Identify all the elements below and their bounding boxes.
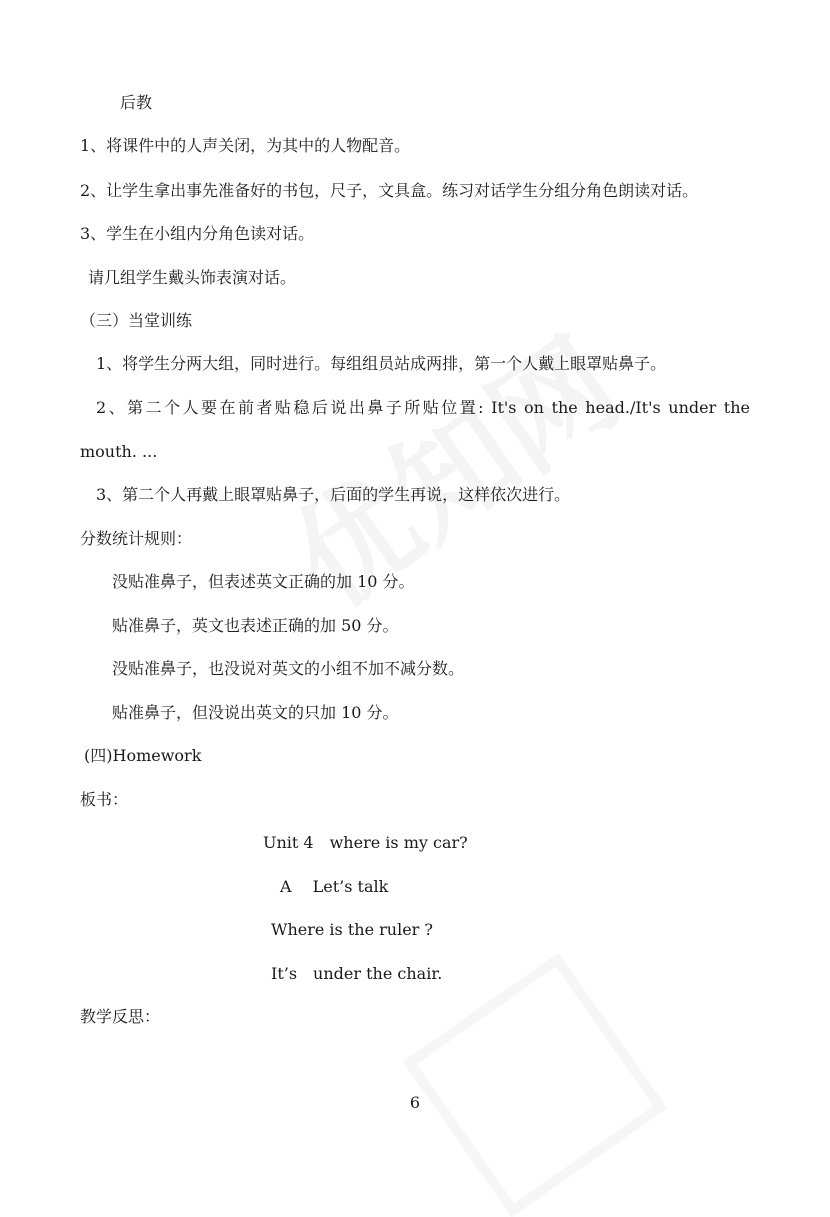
blackboard-line-4: It’s under the chair. [271, 964, 443, 983]
reflection-heading: 教学反思： [80, 1007, 161, 1026]
practice-step-1: 1、将学生分两大组，同时进行。每组组员站成两排，第一个人戴上眼罩贴鼻子。 [96, 354, 667, 373]
homework-heading: (四)Homework [84, 746, 202, 765]
scoring-rule-3: 没贴准鼻子，也没说对英文的小组不加不减分数。 [112, 659, 465, 678]
practice-step-2-continued: mouth. ... [80, 442, 158, 461]
practice-step-2: 2、第二个人要在前者贴稳后说出鼻子所贴位置: It's on the head./It's under the [96, 398, 750, 417]
page-number: 6 [409, 1093, 421, 1112]
scoring-rule-1: 没贴准鼻子，但表述英文正确的加 10 分。 [112, 572, 415, 591]
blackboard-line-2: A Let’s talk [280, 877, 389, 896]
watermark-seal [403, 953, 668, 1217]
section-heading-houjiao: 后教 [120, 93, 153, 112]
blackboard-line-1: Unit 4 where is my car? [263, 833, 468, 852]
step-2: 2、让学生拿出事先准备好的书包，尺子，文具盒。练习对话学生分组分角色朗读对话。 [80, 181, 699, 200]
scoring-rules-heading: 分数统计规则： [80, 529, 193, 548]
step-1: 1、将课件中的人声关闭，为其中的人物配音。 [80, 136, 411, 155]
blackboard-heading: 板书： [80, 790, 129, 809]
blackboard-line-3: Where is the ruler ? [271, 920, 433, 939]
step-3: 3、学生在小组内分角色读对话。 [80, 224, 315, 243]
performance-note: 请几组学生戴头饰表演对话。 [88, 268, 297, 287]
practice-step-3: 3、第二个人再戴上眼罩贴鼻子，后面的学生再说，这样依次进行。 [96, 485, 571, 504]
scoring-rule-4: 贴准鼻子，但没说出英文的只加 10 分。 [112, 703, 399, 722]
scoring-rule-2: 贴准鼻子，英文也表述正确的加 50 分。 [112, 616, 399, 635]
section-heading-practice: （三）当堂训练 [80, 311, 193, 330]
